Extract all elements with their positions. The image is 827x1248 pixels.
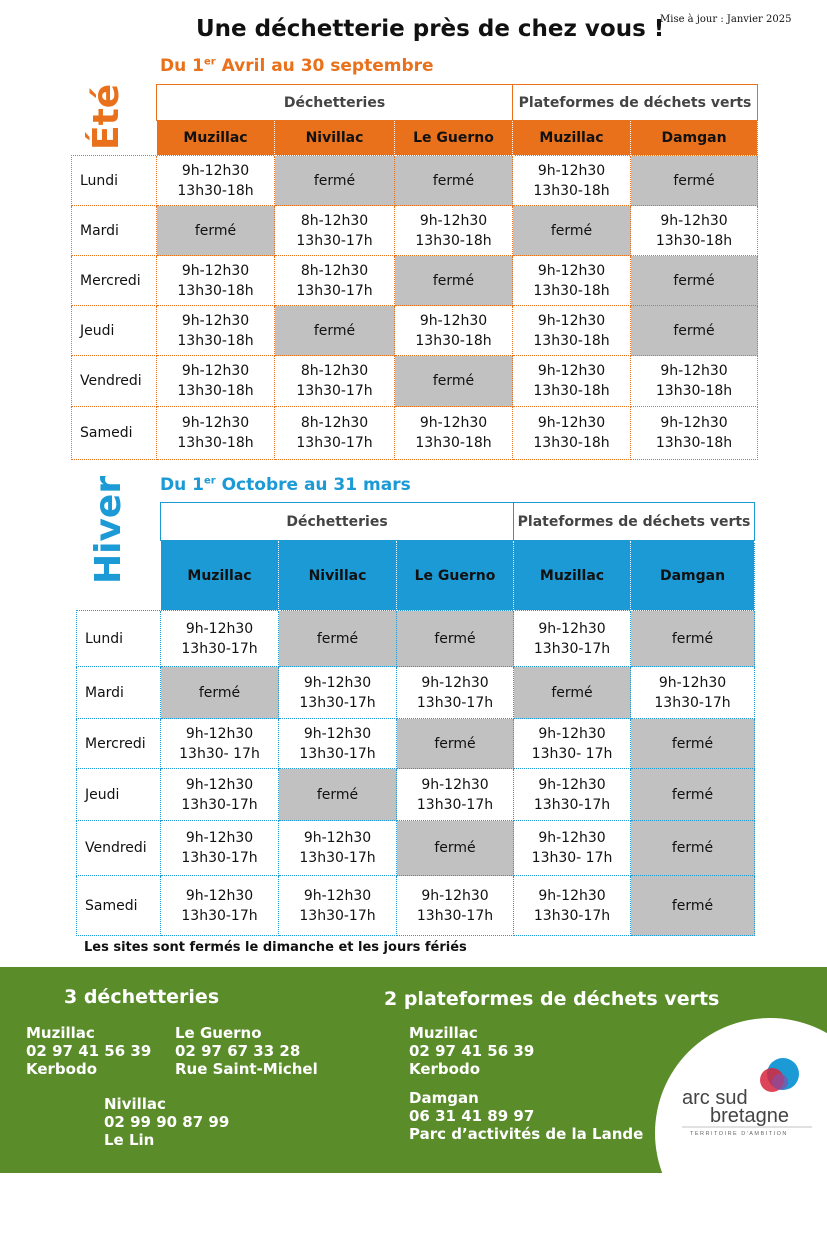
closed-cell <box>631 256 758 306</box>
closed-label: fermé <box>316 786 359 803</box>
hours-cell <box>513 306 631 356</box>
hours-line: 13h30-18h <box>533 383 610 399</box>
column-header: Le Guerno <box>395 121 513 156</box>
hours-line: 13h30-17h <box>181 796 258 813</box>
closed-cell <box>397 821 514 876</box>
closed-cell <box>631 156 758 206</box>
corner-empty <box>72 121 157 156</box>
summer-schedule-table <box>71 84 758 460</box>
closed-label: fermé <box>671 735 714 752</box>
contact-name: Damgan <box>409 1089 479 1107</box>
hours-line: 9h-12h30 <box>537 363 606 379</box>
closed-label: fermé <box>671 840 714 856</box>
period-winter-pre: Du 1 <box>160 475 204 495</box>
hours-line: 13h30- 17h <box>531 745 613 762</box>
corner-empty <box>72 85 157 121</box>
closed-label: fermé <box>194 222 237 239</box>
hours-cell <box>513 407 631 460</box>
hours-line: 8h-12h30 <box>300 262 369 279</box>
column-header: Nivillac <box>279 541 397 611</box>
hours-line: 9h-12h30 <box>538 887 606 904</box>
hours-line: 9h-12h30 <box>181 162 250 179</box>
logo-line2: bretagne <box>710 1105 789 1127</box>
hours-line: 9h-12h30 <box>537 415 606 431</box>
logo-tagline: TERRITOIRE D'AMBITION <box>690 1131 788 1137</box>
hours-cell <box>279 821 397 876</box>
period-winter-post: Octobre au 31 mars <box>215 475 411 495</box>
hours-line: 9h-12h30 <box>303 725 372 742</box>
table-row <box>72 306 758 356</box>
footer-heading-plateformes: 2 plateformes de déchets verts <box>384 988 720 1010</box>
hours-cell <box>279 667 397 719</box>
hours-cell <box>161 611 279 667</box>
hours-cell <box>514 611 631 667</box>
hours-line: 9h-12h30 <box>181 262 250 279</box>
contact-phone[interactable]: 02 97 41 56 39 <box>409 1042 535 1060</box>
hours-cell <box>279 719 397 769</box>
corner-empty <box>77 503 161 541</box>
hours-line: 9h-12h30 <box>181 415 250 431</box>
hours-line: 13h30-17h <box>416 796 494 813</box>
period-summer-post: Avril au 30 septembre <box>215 56 434 76</box>
hours-line: 8h-12h30 <box>300 363 369 379</box>
day-label: Vendredi <box>77 821 161 876</box>
hours-line: 13h30-18h <box>177 383 254 399</box>
hours-line: 9h-12h30 <box>421 887 489 904</box>
hours-cell <box>275 407 395 460</box>
table-row <box>77 667 755 719</box>
period-summer-sup: er <box>203 56 216 68</box>
closed-cell <box>397 719 514 769</box>
hours-line: 13h30-17h <box>533 796 611 813</box>
hours-line: 13h30-18h <box>415 232 492 249</box>
hours-line: 13h30-18h <box>533 435 610 451</box>
hours-cell <box>395 306 513 356</box>
hours-line: 13h30-18h <box>533 332 610 349</box>
table-row <box>77 876 755 936</box>
period-summer <box>160 56 434 76</box>
closed-cell <box>514 667 631 719</box>
table-row <box>77 821 755 876</box>
hours-line: 13h30- 17h <box>179 745 260 762</box>
closed-cell <box>279 769 397 821</box>
hours-line: 13h30-18h <box>415 332 492 349</box>
closed-cell <box>631 821 755 876</box>
closed-label: fermé <box>673 272 715 289</box>
hours-line: 9h-12h30 <box>421 674 489 691</box>
column-header: Damgan <box>631 121 758 156</box>
closed-cell <box>631 719 755 769</box>
day-label: Lundi <box>72 156 157 206</box>
closed-cell <box>631 306 758 356</box>
hours-line: 9h-12h30 <box>419 312 488 329</box>
day-label: Mardi <box>77 667 161 719</box>
table-row <box>72 407 758 460</box>
contact-phone[interactable]: 02 99 90 87 99 <box>104 1113 230 1131</box>
contact-address: Kerbodo <box>409 1060 481 1078</box>
contact-phone[interactable]: 02 97 67 33 28 <box>175 1042 301 1060</box>
hours-line: 13h30-17h <box>296 383 373 399</box>
winter-schedule-table <box>76 502 755 936</box>
hours-line: 13h30-18h <box>533 182 610 199</box>
update-date: Mise à jour : Janvier 2025 <box>660 14 792 25</box>
closed-cell <box>631 876 755 936</box>
closed-label: fermé <box>432 373 475 389</box>
day-label: Jeudi <box>77 769 161 821</box>
hours-line: 13h30-17h <box>296 232 373 249</box>
hours-line: 9h-12h30 <box>537 312 606 329</box>
contact-le-guerno <box>175 1024 318 1078</box>
table-row <box>72 356 758 407</box>
hours-cell <box>514 769 631 821</box>
hours-line: 13h30-17h <box>296 282 373 299</box>
hours-line: 13h30-17h <box>416 907 494 924</box>
day-label: Samedi <box>77 876 161 936</box>
closed-label: fermé <box>671 630 714 647</box>
table-row <box>77 719 755 769</box>
contact-name: Le Guerno <box>175 1024 262 1042</box>
hours-line: 13h30-18h <box>415 435 492 451</box>
contact-address: Rue Saint-Michel <box>175 1060 318 1078</box>
hours-cell <box>514 876 631 936</box>
closed-label: fermé <box>432 272 475 289</box>
hours-cell <box>513 256 631 306</box>
group-header-dechetteries: Déchetteries <box>157 85 513 121</box>
hours-line: 8h-12h30 <box>300 415 369 431</box>
hours-line: 9h-12h30 <box>185 830 254 846</box>
closed-cell <box>157 206 275 256</box>
closed-cell <box>279 611 397 667</box>
hours-cell <box>279 876 397 936</box>
day-label: Mercredi <box>77 719 161 769</box>
hours-line: 9h-12h30 <box>538 620 606 637</box>
corner-empty <box>77 541 161 611</box>
contact-name: Nivillac <box>104 1095 166 1113</box>
closed-label: fermé <box>198 684 241 701</box>
group-header-plateformes: Plateformes de déchets verts <box>513 85 758 121</box>
closed-cell <box>513 206 631 256</box>
contact-address: Parc d’activités de la Lande <box>409 1125 644 1143</box>
table-row <box>72 256 758 306</box>
hours-cell <box>161 719 279 769</box>
closed-cell <box>631 611 755 667</box>
hours-line: 9h-12h30 <box>419 415 488 431</box>
table-row <box>77 611 755 667</box>
hours-cell <box>275 356 395 407</box>
column-header: Muzillac <box>161 541 279 611</box>
hours-line: 13h30-18h <box>177 435 254 451</box>
contact-name: Muzillac <box>26 1024 95 1042</box>
hours-line: 9h-12h30 <box>658 674 727 691</box>
closed-label: fermé <box>673 172 715 189</box>
closed-label: fermé <box>434 630 476 647</box>
closed-cell <box>395 256 513 306</box>
hours-cell <box>161 876 279 936</box>
closed-label: fermé <box>550 222 593 239</box>
contact-muzillac-plateforme <box>409 1024 534 1078</box>
hours-line: 9h-12h30 <box>660 363 728 379</box>
hours-cell <box>631 206 758 256</box>
contact-name: Muzillac <box>409 1024 478 1042</box>
hours-line: 9h-12h30 <box>538 725 606 742</box>
period-winter-sup: er <box>203 475 216 487</box>
hours-cell <box>397 667 514 719</box>
hours-line: 9h-12h30 <box>185 725 254 742</box>
hours-line: 9h-12h30 <box>538 776 606 793</box>
closed-label: fermé <box>313 322 356 339</box>
hours-line: 9h-12h30 <box>537 262 606 279</box>
hours-cell <box>161 769 279 821</box>
hours-line: 13h30-17h <box>416 694 494 711</box>
hours-line: 9h-12h30 <box>421 776 489 793</box>
closed-cell <box>395 356 513 407</box>
contact-nivillac <box>104 1095 229 1149</box>
hours-line: 9h-12h30 <box>660 212 728 229</box>
hours-line: 13h30-18h <box>177 282 254 299</box>
hours-line: 9h-12h30 <box>660 415 728 431</box>
hours-line: 9h-12h30 <box>419 212 488 229</box>
hours-line: 13h30-17h <box>181 640 258 657</box>
contact-address: Kerbodo <box>26 1060 98 1078</box>
hours-line: 9h-12h30 <box>303 674 372 691</box>
contact-phone[interactable]: 06 31 41 89 97 <box>409 1107 535 1125</box>
contact-address: Le Lin <box>104 1131 155 1149</box>
group-header-plateformes: Plateformes de déchets verts <box>514 503 755 541</box>
hours-line: 9h-12h30 <box>537 162 606 179</box>
closed-label: fermé <box>673 322 715 339</box>
column-header: Le Guerno <box>397 541 514 611</box>
hours-cell <box>395 407 513 460</box>
day-label: Vendredi <box>72 356 157 407</box>
period-summer-pre: Du 1 <box>160 56 204 76</box>
closed-cell <box>161 667 279 719</box>
hours-line: 13h30- 17h <box>531 850 613 866</box>
column-header: Nivillac <box>275 121 395 156</box>
contact-damgan <box>409 1089 643 1143</box>
hours-line: 13h30-17h <box>299 907 376 924</box>
hours-cell <box>157 156 275 206</box>
hours-cell <box>275 206 395 256</box>
column-header: Muzillac <box>514 541 631 611</box>
hours-line: 13h30-18h <box>177 332 254 349</box>
hours-line: 9h-12h30 <box>181 312 250 329</box>
logo-line1: arc sud <box>682 1087 748 1109</box>
table-row <box>72 156 758 206</box>
hours-line: 13h30-18h <box>533 282 610 299</box>
season-label-winter: Hiver <box>88 475 129 584</box>
hours-cell <box>631 407 758 460</box>
hours-line: 13h30-17h <box>181 907 258 924</box>
hours-line: 9h-12h30 <box>185 776 254 793</box>
hours-cell <box>513 156 631 206</box>
hours-line: 13h30-18h <box>177 182 254 199</box>
closed-cell <box>397 611 514 667</box>
day-label: Samedi <box>72 407 157 460</box>
column-header: Muzillac <box>157 121 275 156</box>
hours-line: 9h-12h30 <box>538 830 606 846</box>
hours-cell <box>157 256 275 306</box>
hours-line: 13h30-17h <box>533 640 611 657</box>
hours-cell <box>514 821 631 876</box>
day-label: Mardi <box>72 206 157 256</box>
closed-label: fermé <box>432 172 475 189</box>
hours-line: 13h30-18h <box>655 435 733 451</box>
hours-line: 13h30-17h <box>296 435 373 451</box>
season-label-summer: Été <box>86 83 127 150</box>
day-label: Lundi <box>77 611 161 667</box>
arc-sud-bretagne-logo <box>680 1056 815 1146</box>
table-row <box>72 206 758 256</box>
hours-line: 13h30-18h <box>655 383 733 399</box>
hours-cell <box>275 256 395 306</box>
hours-cell <box>157 356 275 407</box>
day-label: Jeudi <box>72 306 157 356</box>
day-label: Mercredi <box>72 256 157 306</box>
hours-cell <box>514 719 631 769</box>
closed-label: fermé <box>313 172 356 189</box>
page-title: Une déchetterie près de chez vous ! <box>196 16 665 42</box>
hours-cell <box>395 206 513 256</box>
contact-muzillac-dechetterie <box>26 1024 151 1078</box>
hours-cell <box>513 356 631 407</box>
hours-cell <box>631 356 758 407</box>
hours-line: 13h30-18h <box>655 232 733 249</box>
contact-phone[interactable]: 02 97 41 56 39 <box>26 1042 152 1060</box>
closed-cell <box>275 156 395 206</box>
closed-cell <box>631 769 755 821</box>
hours-line: 13h30-17h <box>654 694 731 711</box>
hours-line: 13h30-17h <box>181 850 258 866</box>
hours-line: 9h-12h30 <box>303 830 372 846</box>
closed-label: fermé <box>671 786 714 803</box>
hours-cell <box>157 407 275 460</box>
hours-line: 9h-12h30 <box>181 363 250 379</box>
hours-line: 9h-12h30 <box>185 887 254 904</box>
closed-label: fermé <box>434 735 476 752</box>
hours-line: 13h30-17h <box>299 745 376 762</box>
hours-line: 9h-12h30 <box>185 620 254 637</box>
hours-line: 8h-12h30 <box>300 212 369 229</box>
closed-label: fermé <box>551 684 593 701</box>
hours-cell <box>397 876 514 936</box>
hours-line: 13h30-17h <box>299 850 376 866</box>
closed-label: fermé <box>671 897 714 914</box>
group-header-dechetteries: Déchetteries <box>161 503 514 541</box>
closed-label: fermé <box>316 630 359 647</box>
hours-cell <box>397 769 514 821</box>
hours-cell <box>157 306 275 356</box>
column-header: Muzillac <box>513 121 631 156</box>
closed-cell <box>395 156 513 206</box>
period-winter <box>160 475 411 495</box>
hours-line: 13h30-17h <box>533 907 611 924</box>
hours-line: 9h-12h30 <box>303 887 372 904</box>
hours-line: 13h30-17h <box>299 694 376 711</box>
column-header: Damgan <box>631 541 755 611</box>
hours-cell <box>161 821 279 876</box>
table-row <box>77 769 755 821</box>
closure-note: Les sites sont fermés le dimanche et les jours fériés <box>84 940 467 955</box>
footer-heading-dechetteries: 3 déchetteries <box>64 986 220 1008</box>
hours-cell <box>631 667 755 719</box>
closed-cell <box>275 306 395 356</box>
closed-label: fermé <box>434 840 476 856</box>
